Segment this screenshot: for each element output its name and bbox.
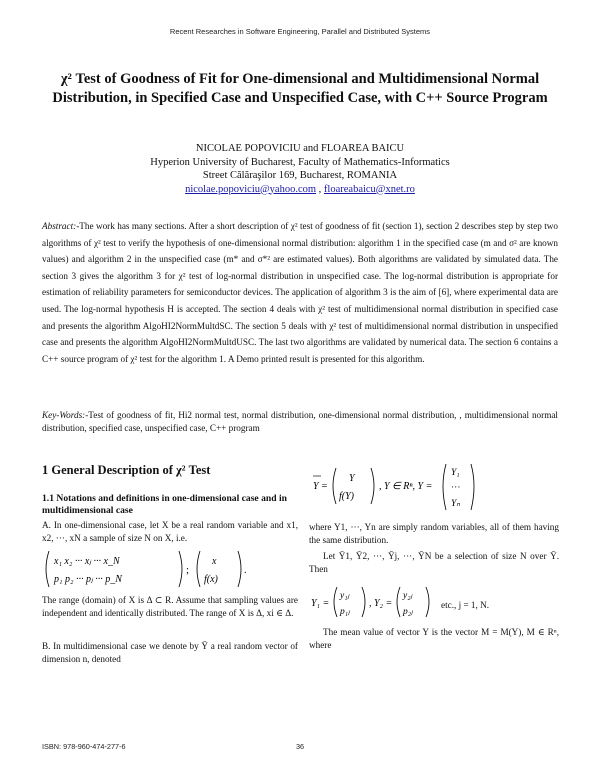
email-link-1[interactable]: nicolae.popoviciu@yahoo.com <box>185 183 317 195</box>
abstract-label: Abstract: <box>42 221 77 231</box>
subsection-title: 1.1 Notations and definitions in one-dimensional case and in multidimensional case <box>42 493 287 516</box>
svg-text:Y =: Y = <box>313 481 328 492</box>
svg-text:Yₙ: Yₙ <box>451 499 461 509</box>
svg-text:Y₁ =: Y₁ = <box>311 598 330 609</box>
svg-text:p₁ p₂ ··· pⱼ ··· p_N: p₁ p₂ ··· pⱼ ··· p_N <box>54 574 122 585</box>
paragraph-range: The range (domain) of X is Δ ⊂ R. Assume that sampling values are independent and identically distributed. The range of X is Δ, xi ∈ Δ. <box>42 595 298 618</box>
svg-text:x: x <box>212 556 217 567</box>
section-title: 1 General Description of χ² Test <box>42 463 211 477</box>
sample-matrix <box>42 547 252 596</box>
svg-text:y₁ⱼ: y₁ⱼ <box>340 591 350 601</box>
svg-text:f(Y): f(Y) <box>339 491 354 502</box>
isbn: ISBN: 978-960-474-277-6 <box>42 742 126 751</box>
abstract-text: -The work has many sections. After a short description of χ² test of goodness of fit (section 1), section 2 describes step by step two algorithms of χ² test to verify the hypothesis of one-dimensional normal distribution: algorithm 1 in the specified case (m and σ² are known values) and algorithm 2 in the unspecified case (m* and σ*² are estimated values). Both algorithms are validated by simulated data. The section 3 gives the algorithm 3 for χ² test of log-normal distribution in unspecified case. The log-normal distribution is appropriate for estimation of reliability parameters for semiconductor devices. The application of algorithm 3 is the aim of [6], where experimental data are used. The log-normal hypothesis H is accepted. The section 4 deals with χ² test of multidimensional normal distribution in specified case and presents the algorithm AlgoHI2NormMultdSC. The section 5 deals with χ² test of multidimensional normal distribution in unspecified case and presents the algorithm AlgoHI2NormMultdUSC. The last two algorithms are validated by numerical data. The section 6 contains a C++ source program of χ² test for the algorithm 1. A Demo printed result is presented for this algorithm. <box>42 221 558 364</box>
svg-text:, Y ∈ Rⁿ, Y =: , Y ∈ Rⁿ, Y = <box>379 481 433 492</box>
sample-matrix-formula <box>42 547 252 591</box>
svg-text:y₂ⱼ: y₂ⱼ <box>403 591 413 601</box>
author-names: NICOLAE POPOVICIU and FLOAREA BAICU <box>195 143 405 154</box>
keywords <box>42 409 558 435</box>
svg-text:Y: Y <box>349 473 355 484</box>
svg-text:.: . <box>244 565 247 576</box>
emails: nicolae.popoviciu@yahoo.com , floareabaicu@xnet.ro <box>185 183 415 195</box>
keywords-label: Key-Words: <box>42 410 86 420</box>
svg-text:x₁ x₂ ··· xⱼ ··· x_N: x₁ x₂ ··· xⱼ ··· x_N <box>54 556 120 567</box>
svg-text:f(x): f(x) <box>204 574 218 585</box>
svg-text:;: ; <box>186 564 190 576</box>
svg-text:···: ··· <box>451 483 461 493</box>
paper-title: χ² Test of Goodness of Fit for One-dimensional and Multidimensional Normal Distribution, in Specified Case and Unspecified Case, with C++ Source Program <box>52 71 548 106</box>
paragraph-a: A. In one-dimensional case, let X be a real random variable and x1, x2, ···, xN a sample of size N on X, i.e. <box>42 520 298 543</box>
running-header: Recent Researches in Software Engineering, Parallel and Distributed Systems <box>169 27 431 36</box>
abstract <box>42 218 558 367</box>
paragraph-mean: The mean value of vector Y is the vector M = M(Y), M ∈ Rⁿ, where <box>309 627 559 650</box>
svg-text:p₁ⱼ: p₁ⱼ <box>340 607 350 617</box>
paragraph-b: B. In multidimensional case we denote by Ȳ a real random vector of dimension n, denoted <box>42 641 298 664</box>
address: Street Călăraşilor 169, Bucharest, ROMANIA <box>202 170 398 181</box>
page-number: 36 <box>296 742 305 751</box>
svg-text:, Y₂ =: , Y₂ = <box>369 598 393 609</box>
affiliation: Hyperion University of Bucharest, Faculty of Mathematics-Informatics <box>150 156 450 168</box>
author-block <box>60 142 540 196</box>
keywords-text: -Test of goodness of fit, Hi2 normal test, normal distribution, one-dimensional normal distribution, , multidimensional normal distribution, specified case, unspecified case, C++ program <box>42 410 558 433</box>
etc-text: etc., j = 1, N. <box>441 600 490 610</box>
svg-text:p₂ⱼ: p₂ⱼ <box>403 607 413 617</box>
svg-text:Y₁: Y₁ <box>451 468 460 478</box>
selection-formula <box>309 583 439 626</box>
vector-formula <box>309 462 559 519</box>
paragraph-selection: Let Ȳ1, Ȳ2, ···, Ȳj, ···, ȲN be a selection of size N over Ȳ. Then <box>309 551 559 574</box>
paragraph-where: where Y1, ···, Yn are simply random variables, all of them having the same distribution. <box>309 522 559 545</box>
email-link-2[interactable]: floareabaicu@xnet.ro <box>323 183 415 195</box>
